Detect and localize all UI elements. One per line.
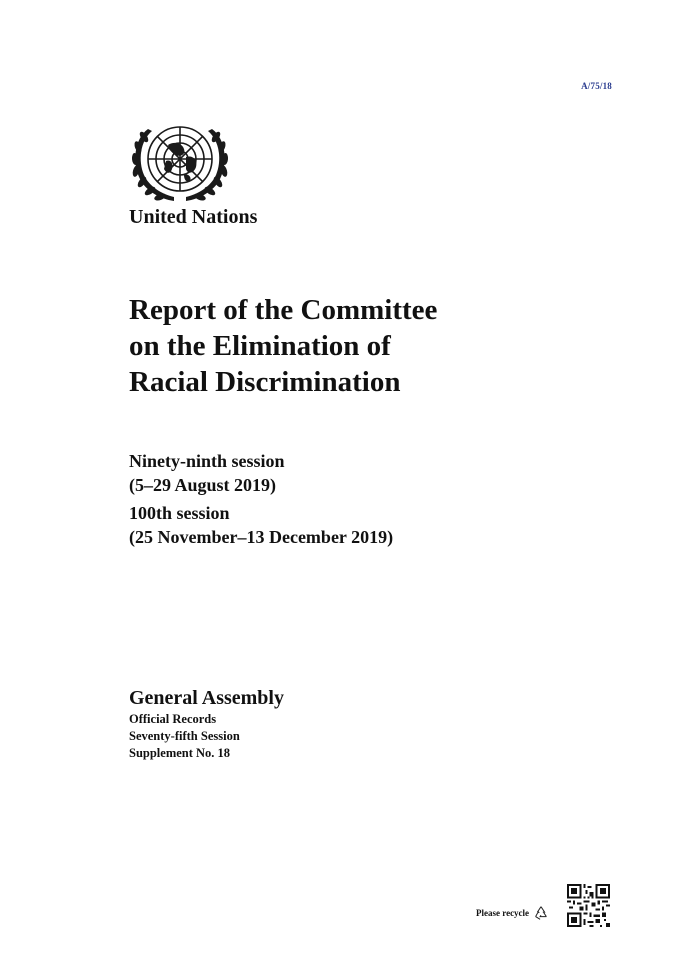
session-name: 100th session (129, 503, 230, 523)
general-assembly-title: General Assembly (129, 687, 284, 709)
session-100th (129, 501, 393, 549)
qr-code-icon (567, 884, 610, 927)
title-line: on the Elimination of (129, 330, 391, 362)
report-title (129, 292, 599, 400)
general-assembly-block (129, 685, 284, 762)
recycle-icon (532, 904, 550, 922)
document-symbol: A/75/18 (581, 81, 612, 91)
official-records-line: Official Records (129, 712, 217, 726)
session-name: Ninety-ninth session (129, 451, 285, 471)
session-dates: (25 November–13 December 2019) (129, 527, 394, 547)
un-emblem-icon (128, 117, 232, 205)
recycle-notice (476, 904, 550, 922)
organization-name: United Nations (129, 206, 258, 228)
session-number-line: Seventy-fifth Session (129, 729, 240, 743)
title-line: Report of the Committee (129, 294, 438, 326)
session-ninety-ninth (129, 449, 393, 497)
title-line: Racial Discrimination (129, 366, 401, 398)
sessions-block (129, 449, 393, 553)
session-dates: (5–29 August 2019) (129, 475, 277, 495)
supplement-line: Supplement No. 18 (129, 746, 231, 760)
recycle-text: Please recycle (476, 908, 530, 918)
